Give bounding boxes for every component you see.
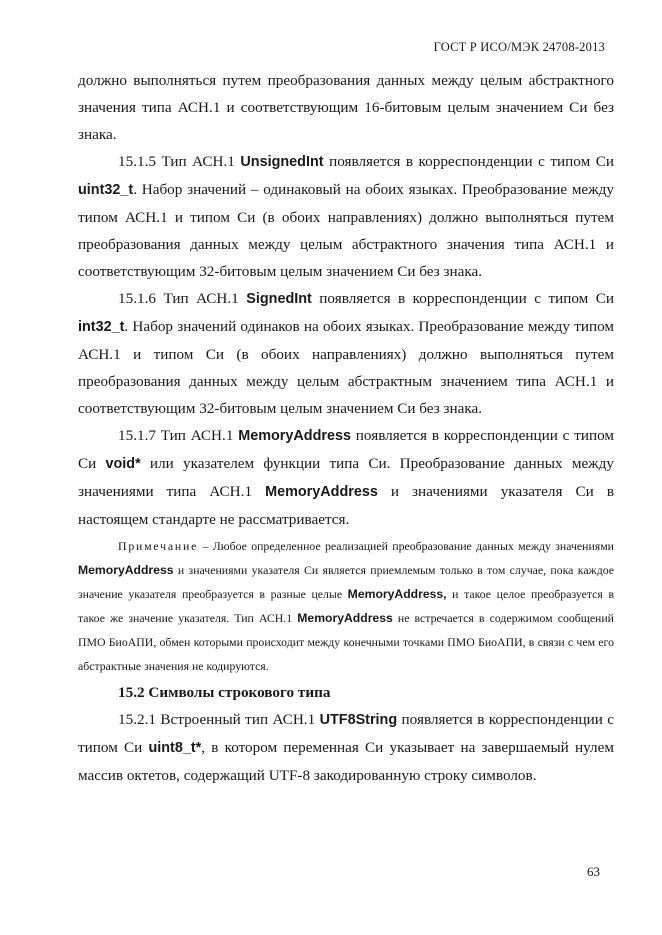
- asn1-type-name: MemoryAddress: [297, 611, 393, 625]
- text-run: . Набор значений одинаков на обоих языках. Преобразование между типом АСН.1 и типом Си (в обоих направлениях) должно выполняться путем преобразования данных между целым абстрактным значением типа АСН.1 и соответствующим 32-битовым целым значением Си без знака.: [78, 318, 614, 417]
- text-run: появляется в корреспонденции с типом Си: [78, 427, 614, 472]
- note-label: Примечание: [118, 539, 199, 553]
- text-run: появляется в корреспонденции с типом Си: [323, 153, 614, 170]
- section-heading: 15.2 Символы строкового типа: [118, 684, 331, 701]
- page-number: 63: [587, 864, 600, 879]
- paragraph-15-1-6: [78, 285, 614, 422]
- text-run: . Набор значений – одинаковый на обоих языках. Преобразование между типом АСН.1 и типом Си (в обоих направлениях) должно выполняться путем преобразования данных между целым абстрактного значения типа АСН.1 и соответствующим 32-битовым целым значением Си без знака.: [78, 181, 614, 280]
- c-type-name: void*: [105, 456, 141, 472]
- text-run: 15.1.6 Тип АСН.1: [118, 290, 247, 307]
- paragraph-15-2-1: [78, 706, 614, 789]
- asn1-type-name: MemoryAddress,: [347, 587, 447, 601]
- asn1-type-name: UnsignedInt: [240, 154, 324, 170]
- c-type-name: uint32_t: [78, 182, 134, 198]
- text-run: не встречается в содержимом сообщений ПМО БиоАПИ, обмен которыми происходит между конечными точками ПМО БиоАПИ, в связи с чем его абстрактные значения не кодируются.: [78, 611, 615, 673]
- asn1-type-name: MemoryAddress: [238, 428, 351, 444]
- asn1-type-name: SignedInt: [246, 291, 312, 307]
- page-body: [78, 67, 614, 789]
- document-header: ГОСТ Р ИСО/МЭК 24708-2013: [433, 40, 605, 54]
- paragraph-15-1-7: [78, 422, 614, 533]
- c-type-name: int32_t: [78, 319, 125, 335]
- text-run: , в котором переменная Си указывает на завершаемый нулем массив октетов, содержащий UTF-8 закодированную строку символов.: [78, 739, 614, 784]
- asn1-type-name: MemoryAddress: [265, 484, 378, 500]
- note-block: [78, 534, 614, 678]
- text-run: 15.1.5 Тип АСН.1: [118, 153, 241, 170]
- text-run: – Любое определенное реализацией преобразование данных между значениями: [198, 539, 614, 553]
- text-run: появляется в корреспонденции с типом Си: [311, 290, 614, 307]
- asn1-type-name: UTF8String: [319, 712, 398, 728]
- text-run: или указателем функции типа Си. Преобразование данных между значениями типа АСН.1: [78, 455, 614, 500]
- paragraph-continuation: должно выполняться путем преобразования данных между целым абстрактного значения типа АСН.1 и соответствующим 16-битовым целым значением Си без знака.: [78, 72, 614, 143]
- text-run: и значениями указателя Си является приемлемым только в том случае, пока каждое значение указателя преобразуется в разные целые: [78, 563, 614, 601]
- asn1-type-name: MemoryAddress: [78, 563, 174, 577]
- paragraph-15-1-5: [78, 148, 614, 285]
- c-type-name: uint8_t*: [148, 740, 202, 756]
- text-run: и такое целое преобразуется в такое же значение указателя. Тип АСН.1: [78, 587, 614, 625]
- text-run: и значениями указателя Си в настоящем стандарте не рассматривается.: [78, 483, 614, 528]
- text-run: 15.2.1 Встроенный тип АСН.1: [118, 711, 320, 728]
- text-run: 15.1.7 Тип АСН.1: [118, 427, 239, 444]
- text-run: появляется в корреспонденции с типом Си: [78, 711, 614, 756]
